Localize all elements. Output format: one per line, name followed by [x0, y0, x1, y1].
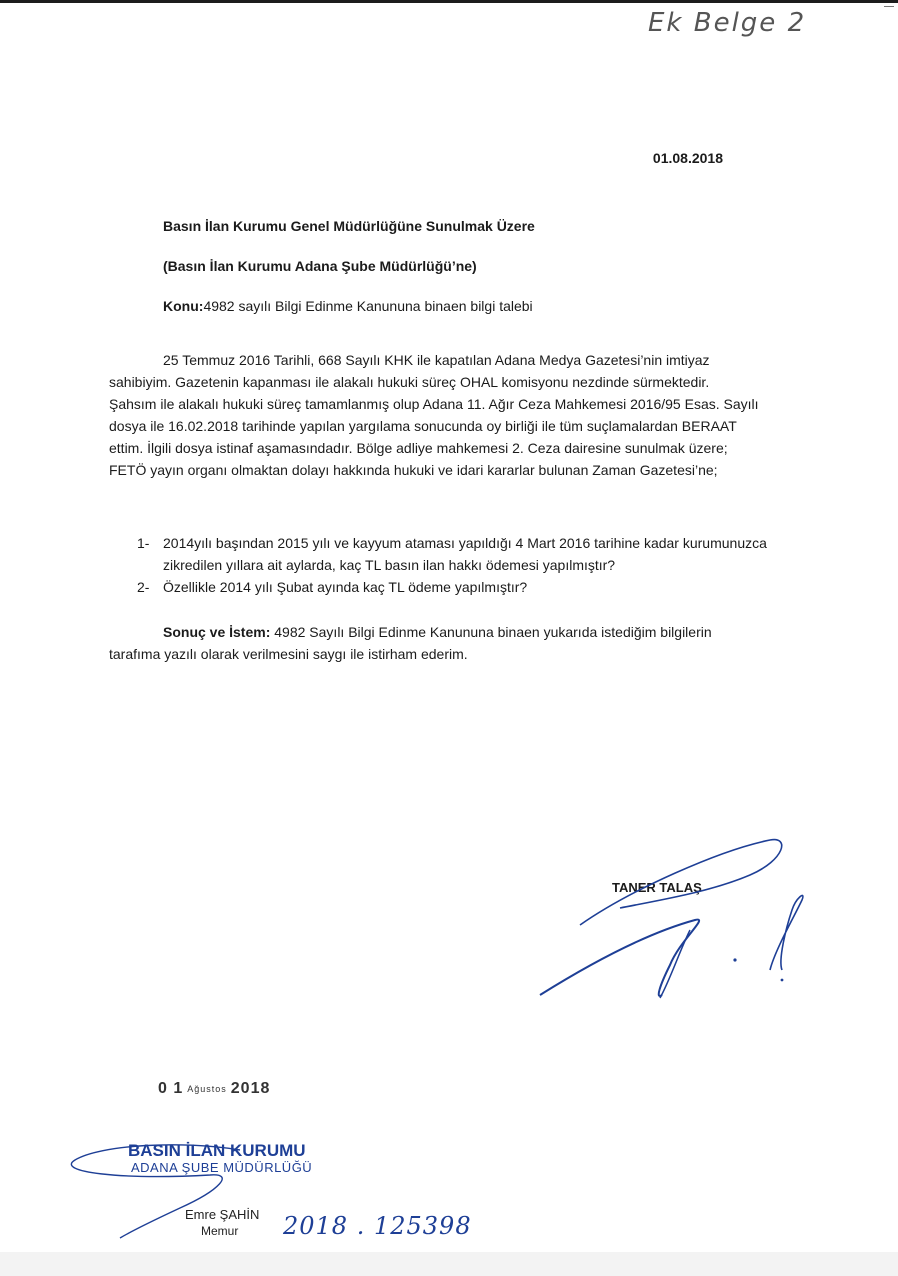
body-paragraph: 25 Temmuz 2016 Tarihli, 668 Sayılı KHK ile kapatılan Adana Medya Gazetesi’nin imtiyaz sahibiyim. Gazetenin kapanması ile alakalı hukuki süreç OHAL komisyonu nezdinde sürmektedir. Şahsım ile alakalı hukuki süreç tamamlanmış olup Adana 11. Ağır Ceza Mahkemesi 2016/95 Esas. Sayılı dosya ile 16.02.2018 tarihinde yapılan yargılama sonucunda oy birliği ile tüm suçlamalardan BERAAT ettim. İlgili dosya istinaf aşamasındadır. Bölge adliye mahkemesi 2. Ceza dairesine sunulmak üzere; FETÖ yayın organı olmaktan dolayı hakkında hukuki ve idari kararlar bulunan Zaman Gazetesi’ne;: [109, 352, 759, 478]
handwritten-annotation: Ek Belge 2: [648, 8, 807, 38]
conclusion-label: Sonuç ve İstem:: [163, 624, 271, 640]
stamp-year: 2018: [230, 1080, 271, 1097]
signatory-name: TANER TALAŞ: [612, 880, 702, 895]
question-list: [109, 532, 769, 598]
conclusion-text: 4982 Sayılı Bilgi Edinme Kanununa binaen yukarıda istediğim bilgilerin tarafıma yazılı olarak verilmesini saygı ile istirham ederim.: [109, 624, 712, 662]
addressee-line-2: (Basın İlan Kurumu Adana Şube Müdürlüğü’ne): [163, 258, 477, 274]
official-name: Emre ŞAHİN: [185, 1207, 260, 1222]
stamp-organization: BASIN İLAN KURUMU: [128, 1141, 306, 1160]
question-text: Özellikle 2014 yılı Şubat ayında kaç TL ödeme yapılmıştır?: [163, 579, 528, 595]
receipt-stamp-date: [158, 1080, 270, 1098]
addressee-line-1: Basın İlan Kurumu Genel Müdürlüğüne Sunulmak Üzere: [163, 218, 535, 234]
handwritten-signature: [520, 820, 820, 1020]
question-item: [109, 576, 769, 598]
registry-number: 2018 . 125398: [283, 1212, 472, 1240]
official-title: Memur: [201, 1224, 239, 1238]
subject-line: [163, 298, 533, 314]
bottom-scan-band: [0, 1252, 898, 1276]
question-number: 2-: [137, 579, 150, 595]
corner-mark: [884, 6, 894, 7]
document-date: 01.08.2018: [652, 150, 723, 166]
conclusion-paragraph: [109, 621, 759, 665]
stamp-month: Ağustos: [187, 1083, 227, 1094]
stamp-day: 0 1: [158, 1080, 184, 1097]
subject-label: Konu:: [163, 298, 204, 314]
stamp-branch: ADANA ŞUBE MÜDÜRLÜĞÜ: [131, 1160, 313, 1175]
subject-text: 4982 sayılı Bilgi Edinme Kanununa binaen bilgi talebi: [203, 298, 533, 314]
question-number: 1-: [137, 535, 150, 551]
question-item: [109, 532, 769, 576]
top-edge-rule: [0, 0, 898, 3]
question-text: 2014yılı başından 2015 yılı ve kayyum ataması yapıldığı 4 Mart 2016 tarihine kadar kurumunuzca zikredilen yıllara ait aylarda, kaç TL basın ilan hakkı ödemesi yapılmıştır?: [163, 535, 767, 573]
